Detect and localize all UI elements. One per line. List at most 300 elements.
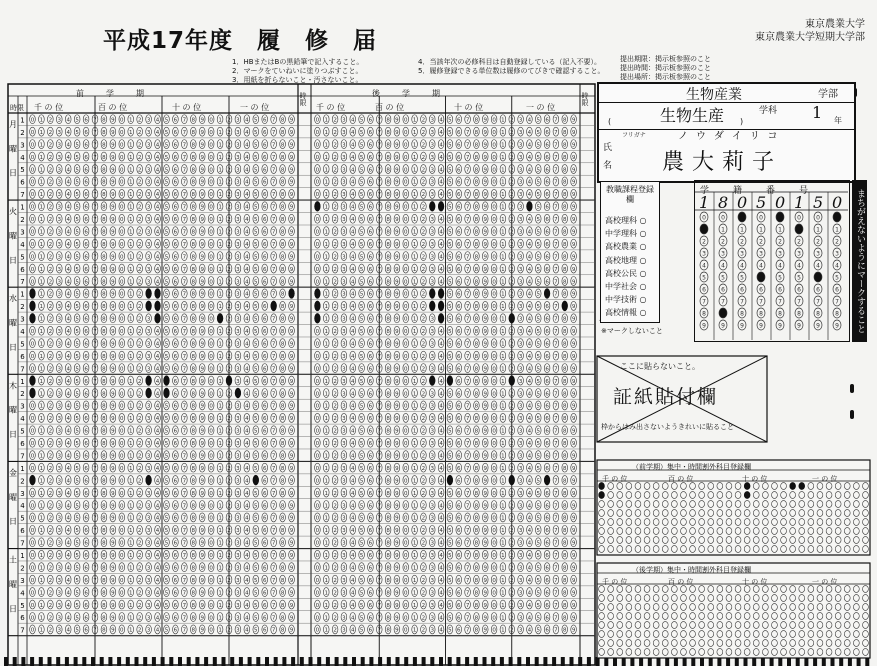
bubble-digit: 9 [483,577,487,584]
bubble-digit: 0 [209,291,213,298]
bubble-digit: 0 [30,453,35,460]
bubble-digit: 8 [474,142,479,149]
bubble-digit: 2 [421,403,426,410]
bubble-digit: 0 [404,217,408,224]
bubble-digit: 1 [412,117,417,124]
bubble-digit: 5 [536,391,540,398]
bubble-digit: 7 [93,590,97,597]
bubble-digit: 3 [342,391,346,398]
bubble-digit: 8 [280,279,285,286]
bubble-digit: 0 [209,428,213,435]
bubble-digit: 1 [412,490,417,497]
bubble-digit: 9 [395,528,399,535]
bubble-digit: 9 [289,341,294,348]
bubble-digit: 5 [536,291,540,298]
bubble-digit: 1 [128,329,133,336]
bubble-digit: 1 [324,577,328,584]
bubble-digit: 8 [563,391,567,398]
bubble-digit: 1 [501,254,505,261]
bubble-digit: 9 [289,515,294,522]
bubble-digit: 0 [120,229,124,236]
bubble-digit: 5 [75,204,79,211]
bubble-digit: 9 [571,316,576,323]
period-number: 4 [20,153,25,162]
bubble-digit: 1 [39,341,44,348]
bubble-digit: 5 [359,142,364,149]
bubble-digit: 1 [218,254,222,261]
bubble-digit: 8 [191,279,196,286]
bubble-digit: 5 [164,266,169,273]
bubble-digit: 8 [191,403,196,410]
bubble-digit: 9 [111,553,115,560]
bubble-digit: 1 [39,179,44,186]
bubble-digit: 4 [439,478,443,485]
bubble-digit: 4 [351,416,355,423]
bubble-digit: 4 [245,528,249,535]
bubble-digit: 1 [324,590,328,597]
bubble-digit: 3 [236,416,240,423]
bubble-digit: 7 [182,391,187,398]
bubble-digit: 0 [30,590,35,597]
bubble-digit: 0 [30,403,35,410]
bubble-digit: 3 [236,129,240,136]
bubble-digit: 5 [536,602,540,609]
bubble-digit: 5 [75,577,79,584]
bubble-digit: 6 [368,565,373,572]
bubble-digit: 2 [137,254,142,261]
bubble-digit: 7 [465,291,470,298]
bubble-digit: 5 [75,192,79,199]
bubble-digit: 4 [245,478,249,485]
bubble-digit: 3 [518,167,523,174]
bubble-digit: 1 [501,378,505,385]
bubble-digit: 6 [84,366,88,373]
bubble-digit: 6 [457,291,461,298]
bubble-digit: 8 [474,129,479,136]
bubble-digit: 0 [120,441,124,448]
bubble-digit: 2 [48,291,53,298]
period-number: 1 [20,464,25,473]
bubble-digit: 2 [421,378,426,385]
bubble-digit: 1 [218,366,222,373]
bubble-digit: 3 [342,266,346,273]
bubble-digit: 8 [280,304,285,311]
bubble-digit: 6 [173,254,178,261]
bubble-digit: 9 [200,254,204,261]
day-label-char: 月 [9,120,17,129]
bubble-digit: 7 [554,441,558,448]
bubble-digit: 4 [66,154,70,161]
bubble-digit: 1 [324,217,328,224]
bubble-digit: 7 [377,416,381,423]
bubble-digit: 7 [93,441,97,448]
bubble-digit: 8 [386,304,390,311]
bubble-digit: 0 [404,192,408,199]
bubble-digit: 8 [474,353,479,360]
bubble-digit: 2 [421,553,426,560]
bubble-digit: 1 [324,279,328,286]
bubble-digit: 3 [342,279,346,286]
bubble-digit: 9 [483,515,487,522]
bubble-digit: 2 [137,615,142,622]
day-label-char: 曜 [9,318,17,328]
bubble-digit: 6 [368,602,373,609]
bubble-digit: 9 [571,478,576,485]
bubble-digit: 1 [501,154,505,161]
bubble-digit: 0 [30,615,35,622]
bubble-digit: 2 [137,341,142,348]
bubble-digit: 1 [218,565,222,572]
bubble-digit: 4 [245,503,249,510]
bubble-digit: 8 [280,528,285,535]
bubble-digit: 6 [173,353,178,360]
bubble-digit: 3 [236,204,240,211]
bubble-digit: 1 [501,266,505,273]
bubble-digit: 5 [254,528,258,535]
bubble-digit: 1 [218,291,222,298]
bubble-digit: 1 [128,117,133,124]
bubble-digit: 4 [66,602,70,609]
day-label-char: 曜 [9,231,17,241]
bubble-digit: 0 [492,179,496,186]
bubble-digit: 6 [457,179,461,186]
bubble-digit: 9 [571,291,576,298]
bubble-digit: 1 [324,503,328,510]
bubble-digit: 2 [333,565,337,572]
bubble-digit: 3 [342,129,346,136]
bubble-digit: 0 [120,192,124,199]
bubble-digit: 6 [173,428,178,435]
bubble-digit: 1 [412,291,417,298]
bubble-digit: 3 [430,565,434,572]
bubble-digit: 0 [30,540,35,547]
bubble-digit: 8 [102,204,106,211]
bubble-digit: 1 [39,615,44,622]
bubble-digit: 5 [75,217,79,224]
bubble-digit: 4 [245,291,249,298]
bubble-digit: 1 [324,553,328,560]
bubble-digit: 6 [457,329,461,336]
bubble-digit: 2 [333,353,337,360]
bubble-digit: 1 [218,167,222,174]
bubble-digit: 1 [324,329,328,336]
bubble-digit: 2 [333,416,337,423]
bubble-digit: 4 [351,279,355,286]
bubble-digit: 9 [571,179,576,186]
bubble-digit: 9 [289,577,294,584]
bubble-digit: 5 [164,142,169,149]
bubble-digit: 3 [518,577,523,584]
bubble-digit: 7 [93,602,97,609]
period-number: 1 [20,551,25,560]
bubble-digit: 3 [236,465,240,472]
bubble-digit: 3 [236,316,240,323]
bubble-digit: 5 [75,478,79,485]
bubble-digit: 1 [39,565,44,572]
bubble-digit: 5 [164,540,169,547]
bubble-digit: 3 [430,528,434,535]
bubble-digit: 0 [315,403,320,410]
bubble-digit: 4 [351,241,355,248]
bubble-digit: 0 [209,241,213,248]
bubble-digit: 1 [412,329,417,336]
bubble-digit: 7 [465,353,470,360]
day-label-char: 日 [9,168,17,178]
bubble-digit: 8 [102,353,106,360]
bubble-digit: 7 [465,129,470,136]
bubble-digit: 4 [439,577,443,584]
bubble-digit: 2 [421,217,426,224]
bubble-digit: 1 [501,391,505,398]
bubble-digit: 7 [93,129,97,136]
bubble-digit: 5 [359,353,364,360]
bubble-digit: 5 [448,465,452,472]
bubble-digit: 6 [262,441,267,448]
bubble-digit: 6 [173,490,178,497]
bubble-digit: 7 [271,515,276,522]
bubble-digit: 6 [457,241,461,248]
bubble-digit: 3 [146,441,151,448]
bubble-digit: 9 [200,117,204,124]
bubble-digit: 2 [333,453,337,460]
bubble-digit: 7 [93,266,97,273]
bubble-digit: 8 [386,416,390,423]
bubble-digit: 3 [57,602,62,609]
bubble-digit: 1 [412,167,417,174]
bubble-digit: 0 [315,416,320,423]
bubble-digit: 2 [227,590,231,597]
bubble-digit: 7 [554,154,558,161]
bubble-digit: 8 [280,366,285,373]
bubble-digit: 0 [404,353,408,360]
bubble-digit: 1 [218,465,222,472]
bubble-digit: 9 [571,428,576,435]
bubble-digit: 8 [563,478,567,485]
bubble-digit: 1 [218,217,222,224]
bubble-digit: 6 [368,117,373,124]
bubble-digit: 2 [48,602,53,609]
bubble-digit: 1 [128,353,133,360]
bubble-digit: 3 [342,441,346,448]
bubble-digit: 3 [57,478,62,485]
bubble-digit: 5 [448,577,452,584]
bubble-digit: 6 [457,403,461,410]
bubble-digit: 2 [227,391,231,398]
bubble-digit: 2 [227,167,231,174]
bubble-digit: 8 [280,229,285,236]
bubble-digit: 3 [146,204,151,211]
bubble-digit: 4 [351,167,355,174]
bubble-digit: 3 [146,167,151,174]
bubble-digit: 8 [474,378,479,385]
bubble-digit: 2 [333,515,337,522]
day-label-char: 日 [9,430,17,440]
bubble-digit: 7 [465,490,470,497]
bubble-digit: 7 [554,229,558,236]
bubble-digit: 6 [173,528,178,535]
bubble-digit: 9 [395,453,399,460]
bubble-digit: 9 [395,602,399,609]
bubble-digit: 4 [245,441,249,448]
bubble-digit: 8 [280,441,285,448]
bubble-digit: 9 [289,217,294,224]
bubble-digit: 5 [75,229,79,236]
bubble-digit: 9 [111,341,115,348]
bubble-digit: 2 [227,478,231,485]
bubble-digit: 6 [173,279,178,286]
bubble-digit: 9 [200,167,204,174]
bubble-digit: 1 [324,403,328,410]
bubble-digit: 3 [57,241,62,248]
bubble-digit: 4 [66,403,70,410]
bubble-digit: 6 [368,478,373,485]
bubble-digit: 8 [280,129,285,136]
period-number: 6 [20,439,25,448]
bubble-digit: 0 [120,204,124,211]
bubble-digit: 2 [227,366,231,373]
bubble-digit: 5 [448,179,452,186]
bubble-digit: 9 [395,179,399,186]
bubble-digit: 4 [155,192,160,199]
bubble-digit: 1 [412,353,417,360]
bubble-digit: 4 [439,378,443,385]
bubble-digit: 2 [137,565,142,572]
bubble-digit: 9 [483,279,487,286]
bubble-digit: 5 [536,553,540,560]
bubble-digit: 9 [571,129,576,136]
bubble-digit: 2 [333,441,337,448]
bubble-digit: 5 [536,329,540,336]
bubble-digit: 4 [351,204,355,211]
bubble-digit: 2 [510,266,514,273]
bubble-digit: 3 [342,204,346,211]
bubble-digit: 2 [137,329,142,336]
bubble-digit: 5 [75,291,79,298]
bubble-digit: 0 [404,602,408,609]
bubble-digit: 2 [333,478,337,485]
bubble-digit: 9 [289,192,294,199]
bubble-digit: 5 [359,465,364,472]
bubble-digit: 4 [527,192,532,199]
bubble-digit: 5 [254,204,258,211]
bubble-digit: 2 [137,366,142,373]
bubble-digit: 2 [333,490,337,497]
bubble-digit: 8 [563,565,567,572]
bubble-digit: 6 [262,192,267,199]
bubble-digit: 6 [84,341,88,348]
bubble-digit: 1 [324,378,328,385]
bubble-digit: 4 [155,403,160,410]
bubble-digit: 1 [128,478,133,485]
bubble-digit: 9 [111,366,115,373]
bubble-digit: 3 [430,129,434,136]
bubble-digit: 7 [271,192,276,199]
bubble-digit: 6 [262,428,267,435]
bubble-digit: 3 [236,192,240,199]
bubble-digit: 4 [245,304,249,311]
bubble-digit: 2 [333,465,337,472]
bubble-digit: 0 [120,577,124,584]
bubble-digit: 0 [120,329,124,336]
period-number: 3 [20,228,25,237]
instruction-2: 2．マークをていねいに塗りつぶすこと。 [232,67,363,75]
bubble-digit: 2 [333,316,337,323]
bubble-digit: 4 [527,329,532,336]
bubble-digit: 0 [492,154,496,161]
bubble-digit: 9 [289,316,294,323]
bubble-digit: 2 [48,304,53,311]
bubble-digit: 2 [421,179,426,186]
bubble-digit: 7 [465,441,470,448]
bubble-digit: 7 [182,366,187,373]
bubble-digit: 5 [164,490,169,497]
bubble-digit: 4 [66,428,70,435]
bubble-digit: 9 [289,391,294,398]
bubble-digit: 0 [209,229,213,236]
bubble-digit: 1 [128,316,133,323]
bubble-digit: 4 [155,490,160,497]
bubble-digit: 9 [289,540,294,547]
bubble-digit: 4 [155,528,160,535]
bubble-digit: 2 [421,129,426,136]
bubble-digit: 3 [430,465,434,472]
bubble-digit: 5 [536,565,540,572]
bubble-digit: 2 [227,229,231,236]
bubble-digit: 4 [245,490,249,497]
bubble-digit: 1 [128,515,133,522]
bubble-digit: 6 [84,179,88,186]
bubble-digit: 7 [465,553,470,560]
bubble-digit: 8 [563,279,567,286]
bubble-digit: 7 [271,353,276,360]
bubble-digit: 7 [93,117,97,124]
bubble-digit: 5 [254,503,258,510]
bubble-digit: 8 [386,229,390,236]
bubble-digit: 3 [342,553,346,560]
bubble-digit: 1 [501,179,505,186]
bubble-digit: 7 [377,229,381,236]
bubble-digit: 1 [501,316,505,323]
bubble-digit: 0 [404,229,408,236]
bubble-digit: 2 [333,602,337,609]
bubble-digit: 3 [342,341,346,348]
bubble-digit: 2 [137,528,142,535]
bubble-digit: 8 [280,553,285,560]
bubble-digit: 3 [57,291,62,298]
bubble-digit: 7 [271,478,276,485]
bubble-digit: 3 [146,428,151,435]
bubble-digit: 0 [404,565,408,572]
bubble-digit: 4 [351,329,355,336]
bubble-digit: 2 [137,154,142,161]
bubble-digit: 9 [571,490,576,497]
bubble-digit: 2 [421,229,426,236]
bubble-digit: 4 [155,378,160,385]
bubble-digit: 5 [448,540,452,547]
bubble-digit: 5 [75,428,79,435]
bubble-digit: 5 [164,329,169,336]
bubble-digit: 5 [75,316,79,323]
bubble-digit: 2 [48,465,53,472]
bubble-digit: 5 [536,403,540,410]
bubble-digit: 6 [368,553,373,560]
bubble-digit: 2 [510,490,514,497]
bubble-digit: 2 [48,217,53,224]
bubble-digit: 5 [254,366,258,373]
bubble-digit: 1 [218,590,222,597]
bubble-digit: 8 [191,241,196,248]
bubble-digit: 7 [271,565,276,572]
